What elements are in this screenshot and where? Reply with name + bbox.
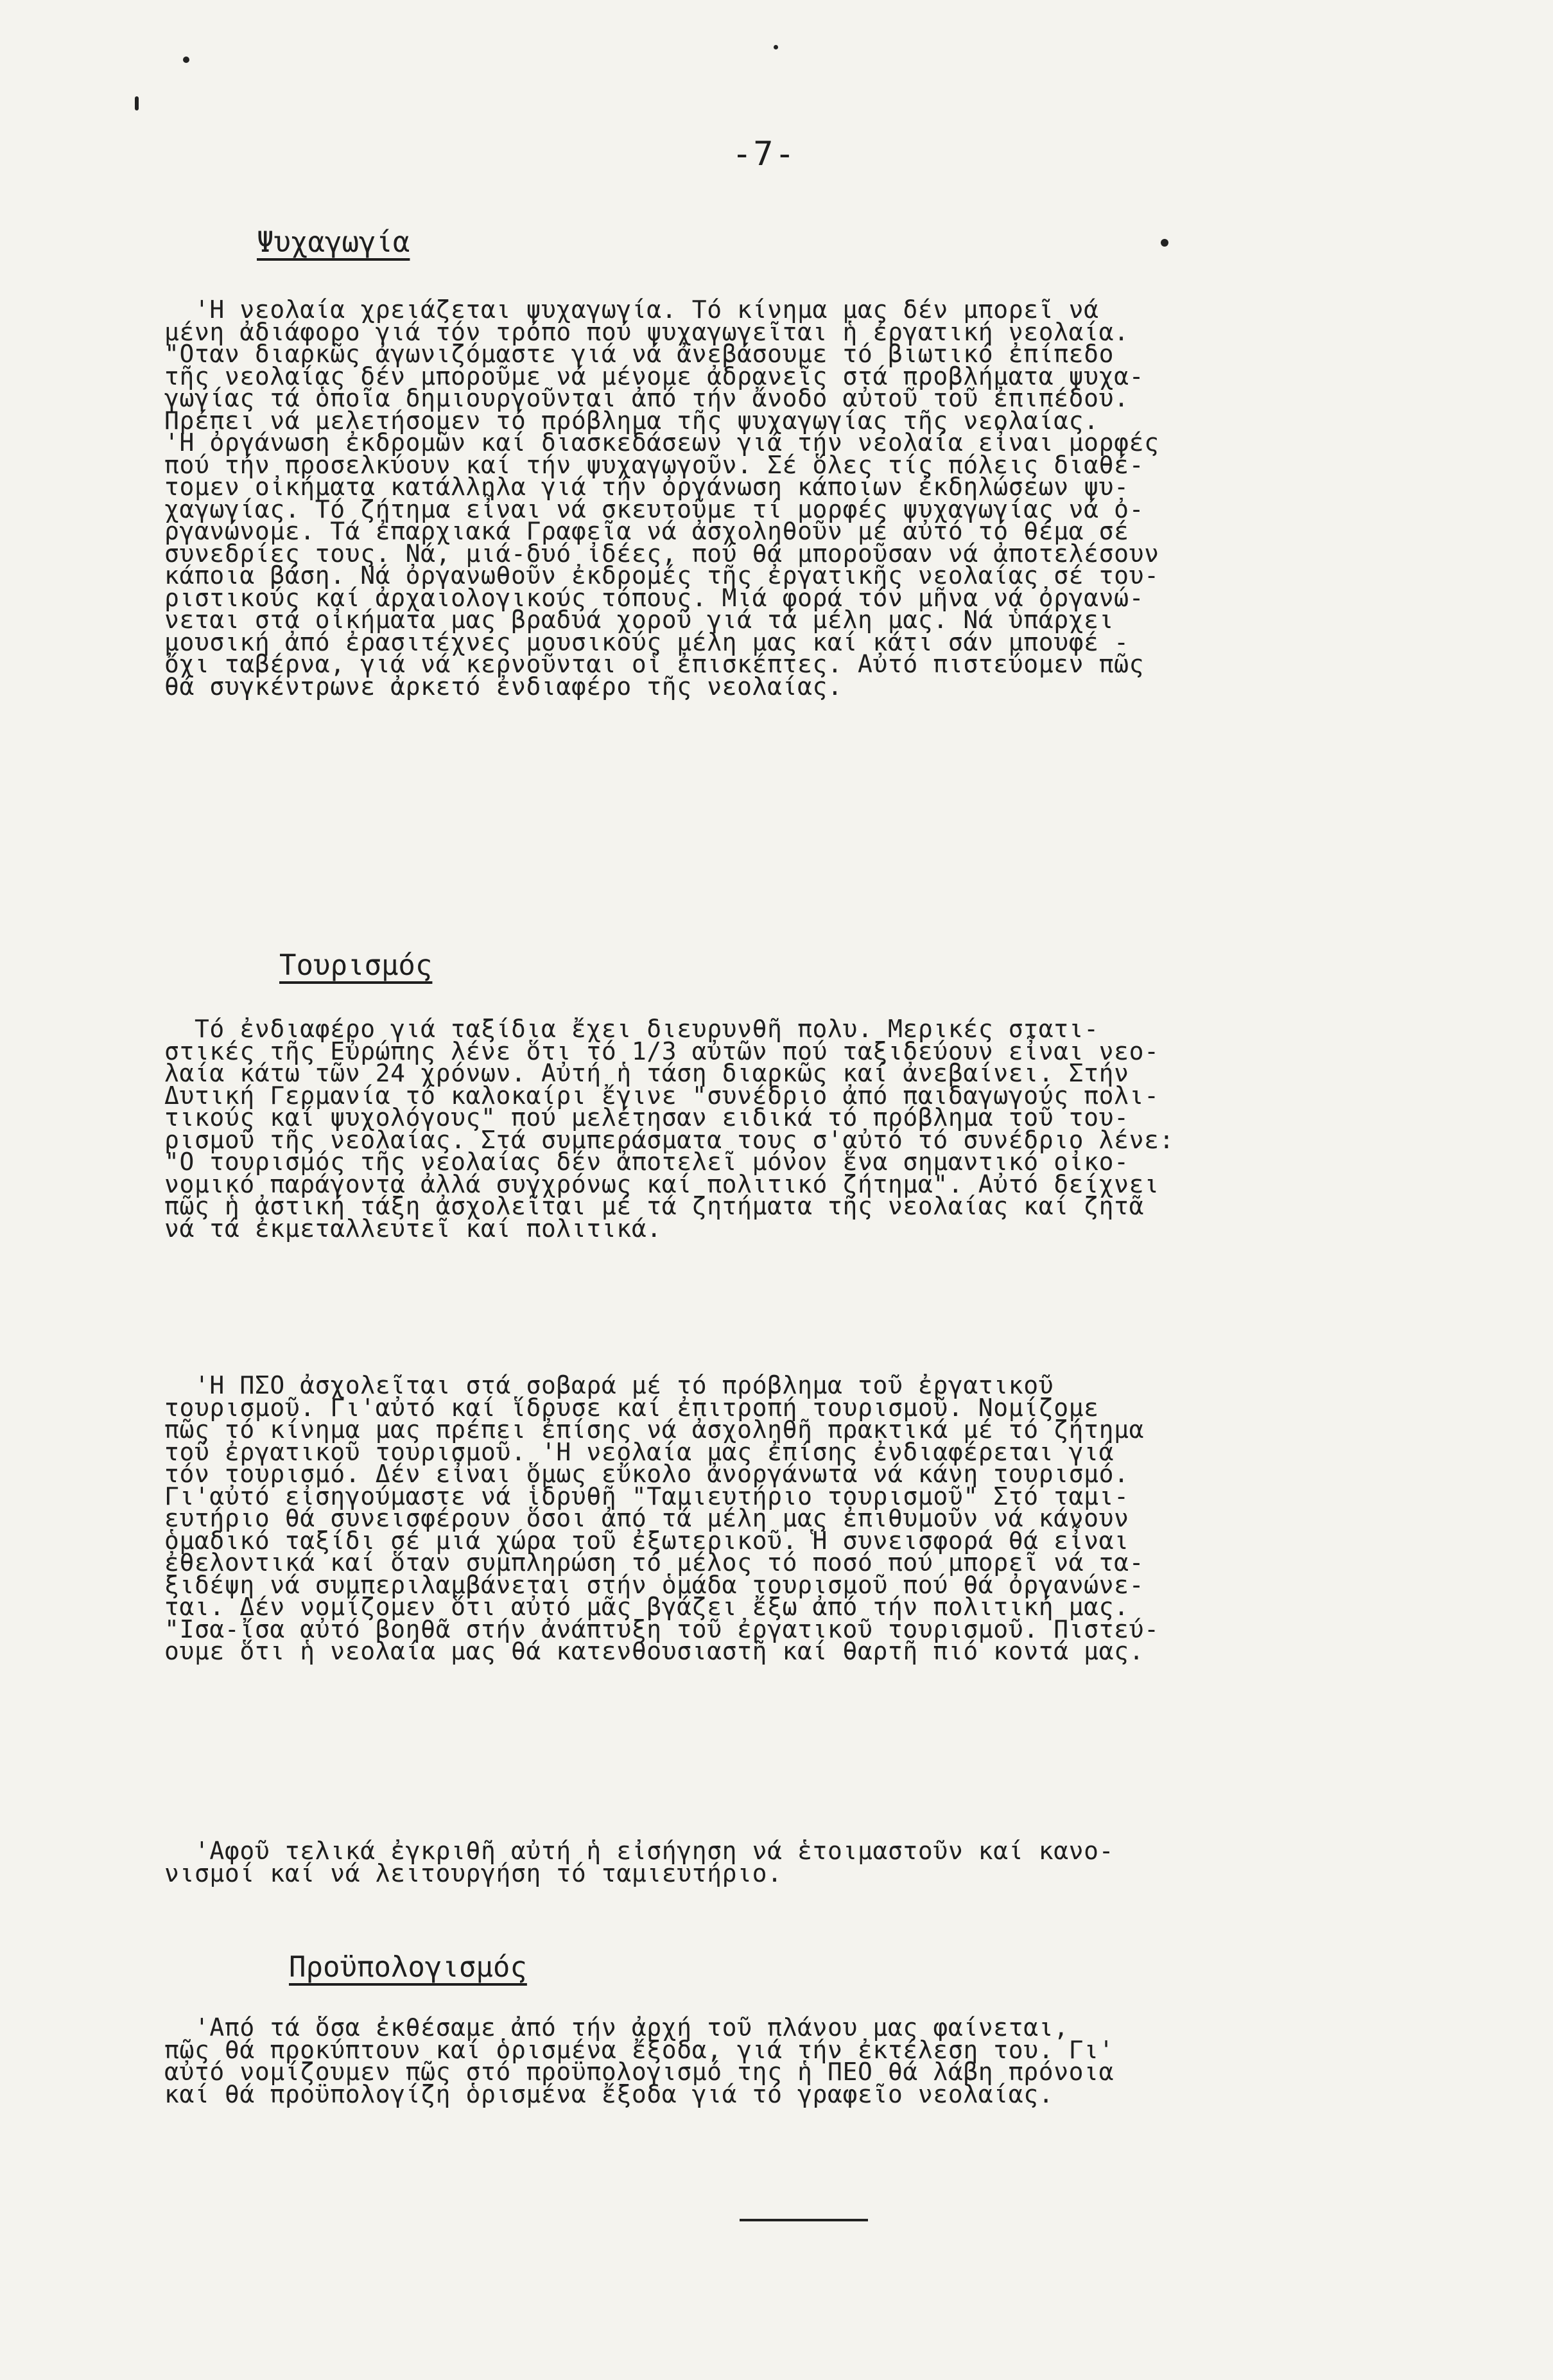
text-line: 'Η ΠΣΟ ἀσχολεῖται στά σοβαρά μέ τό πρόβλημα τοῦ ἐργατικοῦ	[164, 1371, 1054, 1399]
text-line: στικές τῆς Εὐρώπης λένε ὅτι τό 1/3 αὐτῶν πού ταξιδεύουν εἶναι νεο-	[164, 1037, 1159, 1065]
text-line: 'Από τά ὅσα ἐκθέσαμε ἀπό τήν ἀρχή τοῦ πλάνου μας φαίνεται,	[164, 2013, 1069, 2042]
text-line: Πρέπει νά μελετήσομεν τό πρόβλημα τῆς ψυχαγωγίας τῆς νεολαίας.	[164, 406, 1099, 435]
text-line: "Ισα-ἴσα αὐτό βοηθᾶ στήν ἀνάπτυξη τοῦ ἐργατικοῦ τουρισμοῦ. Πιστεύ-	[164, 1614, 1159, 1643]
text-line: 'Αφοῦ τελικά ἐγκριθῆ αὐτή ἡ εἰσήγηση νά ἑτοιμαστοῦν καί κανο-	[164, 1837, 1115, 1865]
text-line: καί θά προϋπολογίζη ὁρισμένα ἔξοδα γιά τό γραφεῖο νεολαίας.	[164, 2079, 1054, 2108]
text-line: τῆς νεολαίας δέν μποροῦμε νά μένομε ἀδρανεῖς στά προβλήματα ψυχα-	[164, 362, 1145, 390]
text-line: ουμε ὅτι ἡ νεολαία μας θά κατενθουσιαστῆ καί θαρτῆ πιό κοντά μας.	[164, 1637, 1145, 1665]
section-heading-tourism: Τουρισμός	[279, 949, 433, 982]
text-line: τοῦ ἐργατικοῦ τουρισμοῦ. 'Η νεολαία μας ἐπίσης ἐνδιαφέρεται γιά	[164, 1437, 1115, 1466]
text-line: τομεν οἰκήματα κατάλληλα γιά τήν ὀργάνωση κάποιων ἐκδηλώσεων ψυ-	[164, 473, 1129, 501]
text-line: ριστικούς καί ἀρχαιολογικούς τόπους. Μιά φορά τόν μῆνα νά ὀργανώ-	[164, 583, 1145, 612]
text-line: πῶς θά προκύπτουν καί ὁρισμένα ἔξοδα, γιά τήν ἐκτέλεση του. Γι'	[164, 2035, 1115, 2064]
text-line: "Οταν διαρκῶς ἀγωνιζόμαστε γιά νά ἀνεβάσουμε τό βιωτικό ἐπίπεδο	[164, 340, 1115, 368]
text-line: ὁμαδικό ταξίδι σέ μιά χώρα τοῦ ἐξωτερικοῦ. Ἡ συνεισφορά θά εἶναι	[164, 1526, 1129, 1555]
text-line: κάποια βάση. Νά ὀργανωθοῦν ἐκδρομές τῆς ἐργατικῆς νεολαίας σέ του-	[164, 561, 1159, 590]
text-line: τόν τουρισμό. Δέν εἶναι ὅμως εὔκολο ἀνοργάνωτα νά κάνη τουρισμό.	[164, 1460, 1129, 1488]
scan-speck	[1161, 239, 1168, 247]
text-line: λαία κάτω τῶν 24 χρόνων. Αὐτή ἡ τάση διαρκῶς καί ἀνεβαίνει. Στήν	[164, 1059, 1129, 1087]
section-heading-budget: Προϋπολογισμός	[289, 1951, 527, 1984]
paragraph	[164, 1837, 1487, 1887]
scan-speck	[135, 96, 139, 110]
text-line: νά τά ἐκμεταλλευτεῖ καί πολιτικά.	[164, 1214, 662, 1243]
text-line: Τό ἐνδιαφέρο γιά ταξίδια ἔχει διευρυνθῆ πολυ. Μερικές στατι-	[164, 1015, 1099, 1043]
scan-speck	[774, 45, 778, 49]
paragraph	[164, 2013, 1487, 2108]
text-line: Δυτική Γερμανία τό καλοκαίρι ἔγινε "συνέδριο ἀπό παιδαγωγούς πολι-	[164, 1081, 1159, 1110]
text-line: ται. Δέν νομίζομεν ὅτι αὐτό μᾶς βγάζει ἔξω ἀπό τήν πολιτική μας.	[164, 1593, 1129, 1621]
section-heading-entertainment: Ψυχαγωγία	[257, 226, 410, 259]
scan-speck	[183, 57, 189, 63]
text-line: γωγίας τά ὁποῖα δημιουργοῦνται ἀπό τήν ἄνοδο αὐτοῦ τοῦ ἐπιπέδου.	[164, 384, 1129, 412]
text-line: θά συγκέντρωνε ἀρκετό ἐνδιαφέρο τῆς νεολαίας.	[164, 672, 843, 701]
paragraph	[164, 1371, 1487, 1665]
text-line: τουρισμοῦ. Γι'αὐτό καί ἵδρυσε καί ἐπιτροπή τουρισμοῦ. Νομίζομε	[164, 1393, 1099, 1422]
text-line: μένη ἀδιάφορο γιά τόν τρόπο πού ψυχαγωγεῖται ἡ ἐργατική νεολαία.	[164, 317, 1129, 346]
text-line: ργανώνομε. Τά ἐπαρχιακά Γραφεῖα νά ἀσχοληθοῦν μέ αὐτό τό θέμα σέ	[164, 517, 1129, 545]
paragraph	[164, 1015, 1487, 1243]
text-line: ὄχι ταβέρνα, γιά νά κερνοῦνται οἱ ἐπισκέπτες. Αὐτό πιστεύομεν πῶς	[164, 650, 1145, 678]
text-line: Γι'αὐτό εἰσηγούμαστε νά ἱδρυθῆ "Ταμιευτήριο τουρισμοῦ" Στό ταμι-	[164, 1482, 1129, 1510]
text-line: νομικό παράγοντα ἀλλά συγχρόνως καί πολιτικό ζήτημα". Αὐτό δείχνει	[164, 1169, 1159, 1198]
text-line: "Ο τουρισμός τῆς νεολαίας δέν ἀποτελεῖ μόνον ἕνα σημαντικό οἰκο-	[164, 1148, 1129, 1176]
text-line: αὐτό νομίζουμεν πῶς στό προϋπολογισμό της ἡ ΠΕΟ θά λάβη πρόνοια	[164, 2058, 1115, 2086]
text-line: 'Η ὀργάνωση ἐκδρομῶν καί διασκεδάσεων γιά τήν νεολαία εἶναι μορφές	[164, 428, 1159, 457]
text-line: πού τήν προσελκύουν καί τήν ψυχαγωγοῦν. Σέ ὅλες τίς πόλεις διαθέ-	[164, 450, 1145, 479]
page-number: -7-	[732, 135, 796, 173]
text-line: πῶς ἡ ἀστική τάξη ἀσχολεῖται μέ τά ζητήματα τῆς νεολαίας καί ζητᾶ	[164, 1192, 1145, 1220]
end-rule	[740, 2219, 868, 2221]
text-line: ρισμοῦ τῆς νεολαίας. Στά συμπεράσματα τους σ'αὐτό τό συνέδριο λένε:	[164, 1125, 1175, 1154]
paragraph	[164, 295, 1487, 701]
text-line: ξιδέψη νά συμπεριλαμβάνεται στήν ὁμάδα τουρισμοῦ πού θά ὀργανώνε-	[164, 1570, 1145, 1599]
text-line: πῶς τό κίνημα μας πρέπει ἐπίσης νά ἀσχοληθῆ πρακτικά μέ τό ζήτημα	[164, 1415, 1145, 1444]
text-line: 'Η νεολαία χρειάζεται ψυχαγωγία. Τό κίνημα μας δέν μπορεῖ νά	[164, 295, 1099, 324]
text-line: νεται στά οἰκήματα μας βραδυά χοροῦ γιά τά μέλη μας. Νά ὑπάρχει	[164, 606, 1115, 634]
text-line: συνεδρίες τους. Νά, μιά-δυό ἰδέες, πού θά μποροῦσαν νά ἀποτελέσουν	[164, 539, 1159, 568]
text-line: χαγωγίας. Τό ζήτημα εἶναι νά σκευτοῦμε τί μορφές ψυχαγωγίας νά ὀ-	[164, 494, 1145, 523]
text-line: νισμοί καί νά λειτουργήση τό ταμιευτήριο.	[164, 1859, 783, 1887]
text-line: ευτήριο θά συνεισφέρουν ὅσοι ἀπό τά μέλη μας ἐπιθυμοῦν νά κάνουν	[164, 1504, 1129, 1532]
text-line: ἐθελοντικά καί ὅταν συμπληρώση τό μέλος τό ποσό πού μπορεῖ νά τα-	[164, 1548, 1145, 1577]
text-line: μουσική ἀπό ἐρασιτέχνες μουσικούς μέλη μας καί κάτι σάν μπουφέ -	[164, 627, 1129, 656]
text-line: τικούς καί ψυχολόγους" πού μελέτησαν ειδικά τό πρόβλημα τοῦ του-	[164, 1103, 1129, 1132]
